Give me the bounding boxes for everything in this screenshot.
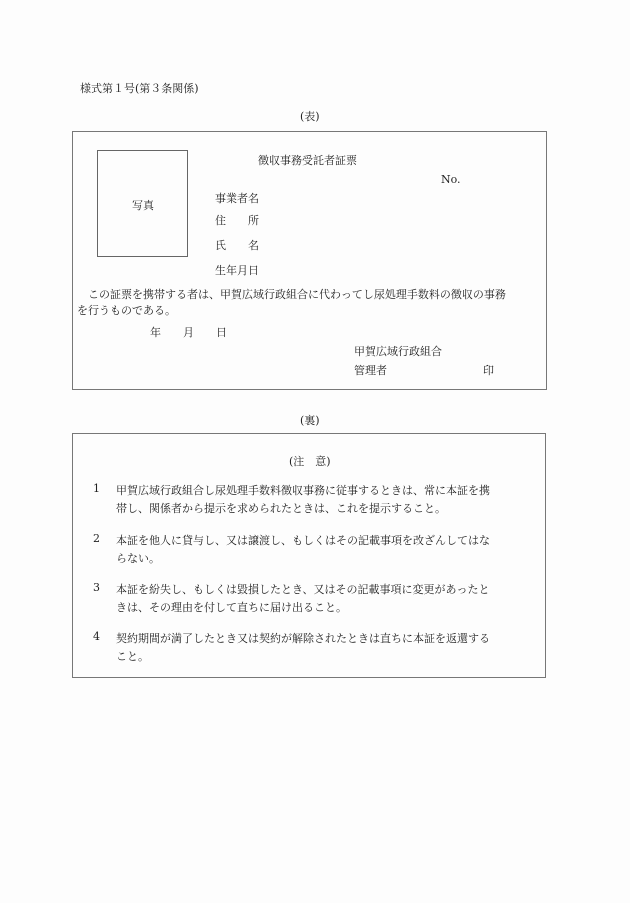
note-line: 本証を他人に貸与し、又は譲渡し、もしくはその記載事項を改ざんしてはな: [116, 534, 490, 547]
note-item: [116, 532, 490, 568]
photo-box: [97, 150, 188, 257]
front-card: [72, 131, 547, 390]
note-line: らない。: [116, 552, 160, 565]
field-name: 氏 名: [215, 239, 259, 252]
issuer-org: 甲賀広域行政組合: [354, 345, 442, 358]
date-line: 年 月 日: [150, 326, 227, 339]
note-line: 帯し、関係者から提示を求められたときは、これを提示すること。: [116, 502, 446, 515]
note-number: 1: [93, 482, 100, 495]
front-label: (表): [300, 110, 320, 123]
statement-line-1: この証票を携帯する者は、甲賀広域行政組合に代わってし尿処理手数料の徴収の事務: [77, 288, 506, 301]
note-line: 契約期間が満了したとき又は契約が解除されたときは直ちに本証を返還する: [116, 632, 490, 645]
statement-line-2: を行うものである。: [77, 304, 176, 317]
back-label: (裏): [300, 414, 320, 427]
note-item: [116, 630, 490, 666]
note-number: 3: [93, 581, 100, 594]
note-number: 4: [93, 630, 100, 643]
note-line: きは、その理由を付して直ちに届け出ること。: [116, 601, 347, 614]
note-item: [116, 581, 489, 617]
photo-label: 写真: [132, 199, 154, 212]
field-address: 住 所: [215, 214, 259, 227]
back-card: [72, 433, 546, 678]
field-birthdate: 生年月日: [215, 264, 259, 277]
number-label: No.: [441, 173, 461, 186]
form-number: 様式第１号(第３条関係): [80, 82, 199, 95]
note-item: [116, 482, 490, 518]
card-title: 徴収事務受託者証票: [258, 154, 357, 167]
notes-title: (注 意): [289, 455, 331, 468]
seal-mark: 印: [483, 364, 494, 377]
note-line: 甲賀広域行政組合し尿処理手数料徴収事務に従事するときは、常に本証を携: [116, 484, 490, 497]
note-line: 本証を紛失し、もしくは毀損したとき、又はその記載事項に変更があったと: [116, 583, 490, 596]
field-business-name: 事業者名: [215, 192, 259, 205]
issuer-title: 管理者: [354, 364, 387, 377]
note-line: こと。: [116, 650, 149, 663]
note-number: 2: [93, 532, 100, 545]
